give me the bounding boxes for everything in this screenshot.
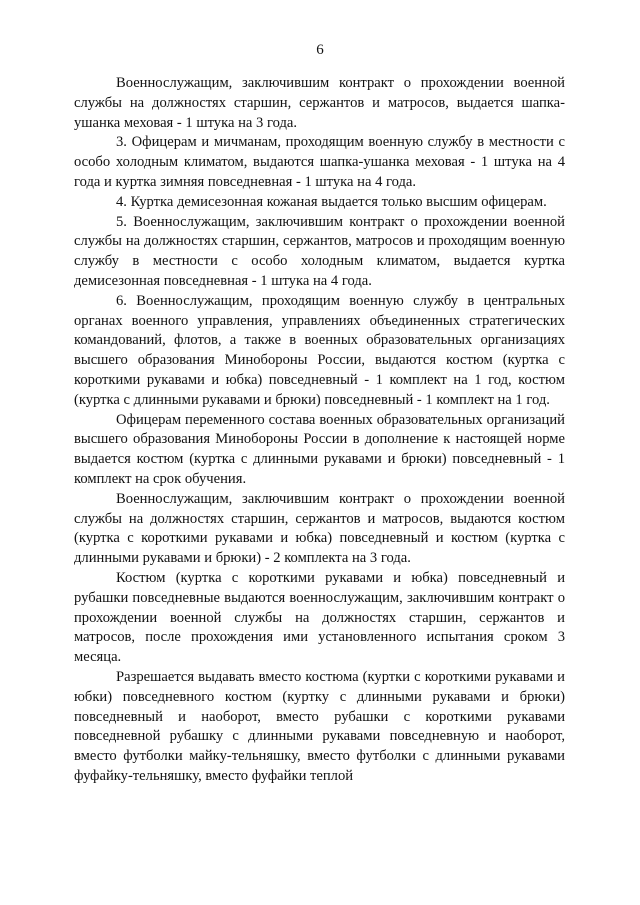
paragraph-7: Военнослужащим, заключившим контракт о прохождении военной службы на должностях старшин, сержантов и матросов, выдаются костюм (куртка с короткими рукавами и юбка) повседневный и костюм (куртка с длинными рукавами и брюки) - 2 комплекта на 3 года.	[74, 490, 565, 567]
paragraph-3: 4. Куртка демисезонная кожаная выдается только высшим офицерам.	[116, 193, 547, 210]
paragraph-5: 6. Военнослужащим, проходящим военную службу в центральных органах военного управления, управлениях объединенных стратегических командований, флотов, а также в военных образовательных организациях высшего образования Минобороны России, выдаются костюм (куртка с короткими рукавами и юбка) повседневный - 1 комплект на 1 год, костюм (куртка с длинными рукавами и брюки) повседневный - 1 комплект на 1 год.	[74, 292, 565, 408]
paragraph-4: 5. Военнослужащим, заключившим контракт о прохождении военной службы на должностях старшин, сержантов, матросов и проходящим военную службу в местности с особо холодным климатом, выдается куртка демисезонная повседневная - 1 штука на 4 года.	[74, 213, 565, 289]
page-number: 6	[316, 42, 324, 58]
paragraph-1: Военнослужащим, заключившим контракт о прохождении военной службы на должностях старшин, сержантов и матросов, выдается шапка-ушанка меховая - 1 штука на 3 года.	[74, 75, 565, 131]
paragraph-8: Костюм (куртка с короткими рукавами и юбка) повседневный и рубашки повседневные выдаются военнослужащим, заключившим контракт о прохождении военной службы на должностях старшин, сержантов и матросов, после прохождения ими установленного испытания сроком 3 месяца.	[74, 569, 565, 666]
paragraph-6: Офицерам переменного состава военных образовательных организаций высшего образования Минобороны России в дополнение к настоящей норме выдается костюм (куртка с длинными рукавами и брюки) повседневный - 1 комплект на срок обучения.	[74, 411, 565, 487]
paragraph-9: Разрешается выдавать вместо костюма (куртки с короткими рукавами и юбки) повседневного костюм (куртку с длинными рукавами и брюки) повседневный и наоборот, вместо рубашки с короткими рукавами повседневной рубашку с длинными рукавами повседневную и наоборот, вместо футболки майку-тельняшку, вместо футболки с длинными рукавами фуфайку-тельняшку, вместо фуфайки теплой	[74, 668, 565, 784]
paragraph-2: 3. Офицерам и мичманам, проходящим военную службу в местности с особо холодным климатом, выдаются шапка-ушанка меховая - 1 штука на 4 года и куртка зимняя повседневная - 1 штука на 4 года.	[74, 134, 565, 190]
document-body	[74, 74, 565, 787]
